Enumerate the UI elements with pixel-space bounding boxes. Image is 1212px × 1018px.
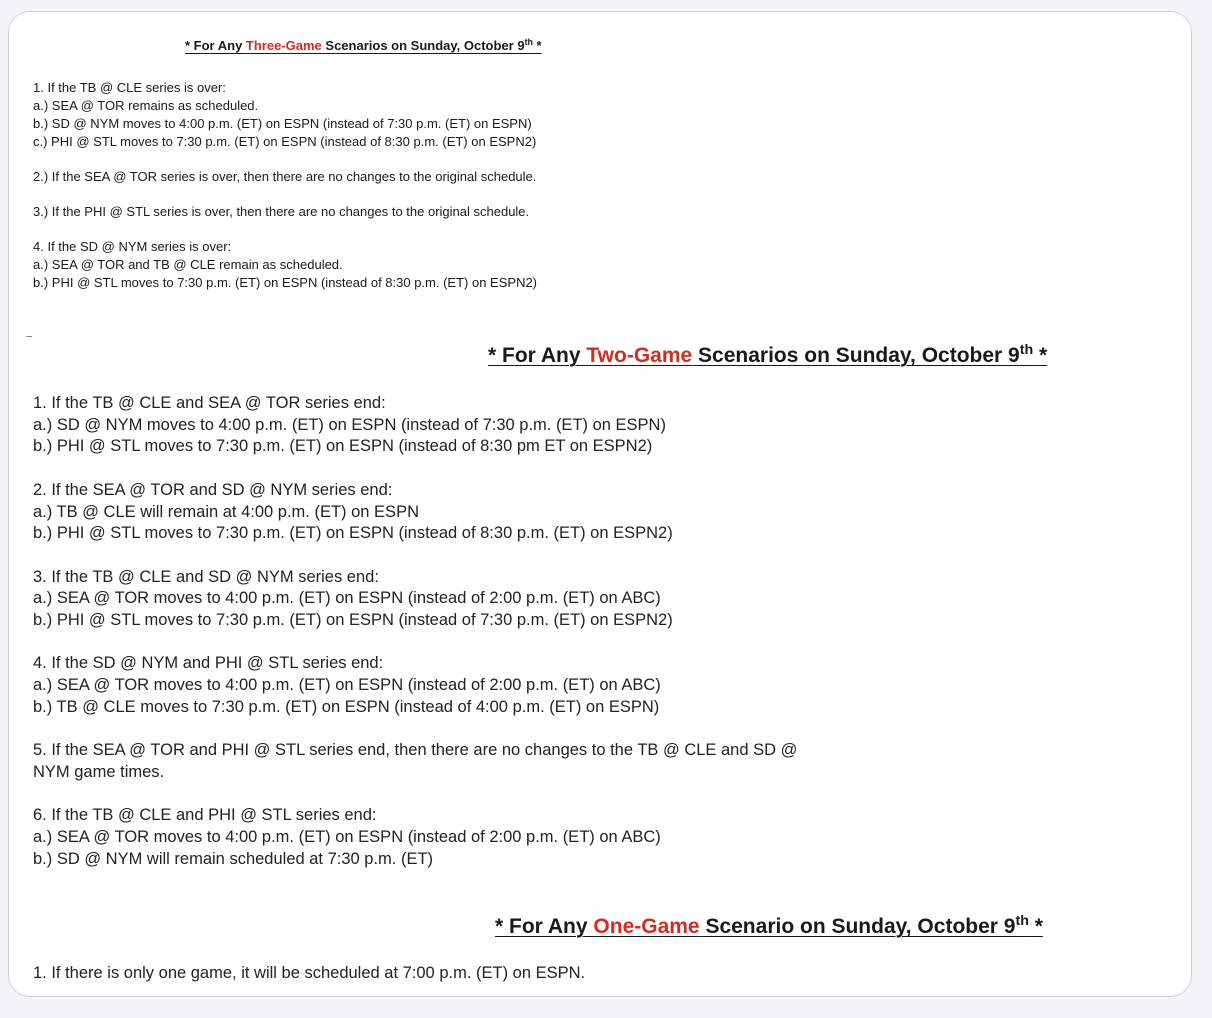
- scenario-line: b.) SD @ NYM will remain scheduled at 7:30 p.m. (ET): [33, 849, 434, 868]
- divider-mark: [26, 336, 32, 337]
- scenario-line: 1. If the TB @ CLE series is over:: [33, 80, 226, 95]
- three-game-scenarios: [33, 79, 537, 292]
- two-game-highlight: Two-Game: [586, 344, 693, 367]
- three-game-heading: * For Any Three-Game Scenarios on Sunday, October 9th *: [185, 37, 542, 53]
- scenario-line: a.) TB @ CLE will remain at 4:00 p.m. (ET) on ESPN: [33, 502, 419, 521]
- scenario-line: 2.) If the SEA @ TOR series is over, then there are no changes to the original schedule.: [33, 169, 537, 184]
- scenario-line: c.) PHI @ STL moves to 7:30 p.m. (ET) on ESPN (instead of 8:30 p.m. (ET) on ESPN2): [33, 134, 537, 149]
- one-game-scenarios: [33, 963, 585, 985]
- document-card: [8, 11, 1192, 997]
- scenario-line: NYM game times.: [33, 762, 165, 781]
- scenario-line: 3.) If the PHI @ STL series is over, then there are no changes to the original schedule.: [33, 204, 530, 219]
- one-game-heading: * For Any One-Game Scenario on Sunday, October 9th *: [495, 913, 1043, 938]
- three-game-highlight: Three-Game: [245, 38, 322, 53]
- scenario-line: b.) PHI @ STL moves to 7:30 p.m. (ET) on ESPN (instead of 8:30 pm ET on ESPN2): [33, 437, 653, 456]
- scenario-line: a.) SEA @ TOR moves to 4:00 p.m. (ET) on ESPN (instead of 2:00 p.m. (ET) on ABC): [33, 827, 661, 846]
- scenario-line: 4. If the SD @ NYM series is over:: [33, 239, 232, 254]
- scenario-line: b.) PHI @ STL moves to 7:30 p.m. (ET) on ESPN (instead of 8:30 p.m. (ET) on ESPN2): [33, 275, 538, 290]
- two-game-heading: * For Any Two-Game Scenarios on Sunday, October 9th *: [488, 342, 1048, 367]
- scenario-line: a.) SEA @ TOR and TB @ CLE remain as scheduled.: [33, 257, 343, 272]
- scenario-line: 1. If there is only one game, it will be scheduled at 7:00 p.m. (ET) on ESPN.: [33, 964, 586, 982]
- scenario-line: b.) PHI @ STL moves to 7:30 p.m. (ET) on ESPN (instead of 8:30 p.m. (ET) on ESPN2): [33, 524, 673, 543]
- one-game-highlight: One-Game: [593, 915, 700, 938]
- scenario-line: a.) SD @ NYM moves to 4:00 p.m. (ET) on ESPN (instead of 7:30 p.m. (ET) on ESPN): [33, 415, 666, 434]
- two-game-scenarios: [33, 393, 797, 870]
- scenario-line: 1. If the TB @ CLE and SEA @ TOR series end:: [33, 394, 386, 412]
- scenario-line: a.) SEA @ TOR moves to 4:00 p.m. (ET) on ESPN (instead of 2:00 p.m. (ET) on ABC): [33, 676, 661, 695]
- scenario-line: 5. If the SEA @ TOR and PHI @ STL series end, then there are no changes to the TB @ CLE and SD @: [33, 741, 798, 760]
- scenario-line: 2. If the SEA @ TOR and SD @ NYM series end:: [33, 480, 393, 499]
- scenario-line: b.) SD @ NYM moves to 4:00 p.m. (ET) on ESPN (instead of 7:30 p.m. (ET) on ESPN): [33, 116, 532, 131]
- scenario-line: 4. If the SD @ NYM and PHI @ STL series end:: [33, 654, 384, 673]
- scenario-line: b.) TB @ CLE moves to 7:30 p.m. (ET) on ESPN (instead of 4:00 p.m. (ET) on ESPN): [33, 697, 660, 716]
- scenario-line: 3. If the TB @ CLE and SD @ NYM series end:: [33, 567, 379, 586]
- scenario-line: a.) SEA @ TOR moves to 4:00 p.m. (ET) on ESPN (instead of 2:00 p.m. (ET) on ABC): [33, 589, 661, 608]
- scenario-line: a.) SEA @ TOR remains as scheduled.: [33, 98, 259, 113]
- scenario-line: b.) PHI @ STL moves to 7:30 p.m. (ET) on ESPN (instead of 7:30 p.m. (ET) on ESPN2): [33, 611, 673, 629]
- scenario-line: 6. If the TB @ CLE and PHI @ STL series end:: [33, 806, 377, 825]
